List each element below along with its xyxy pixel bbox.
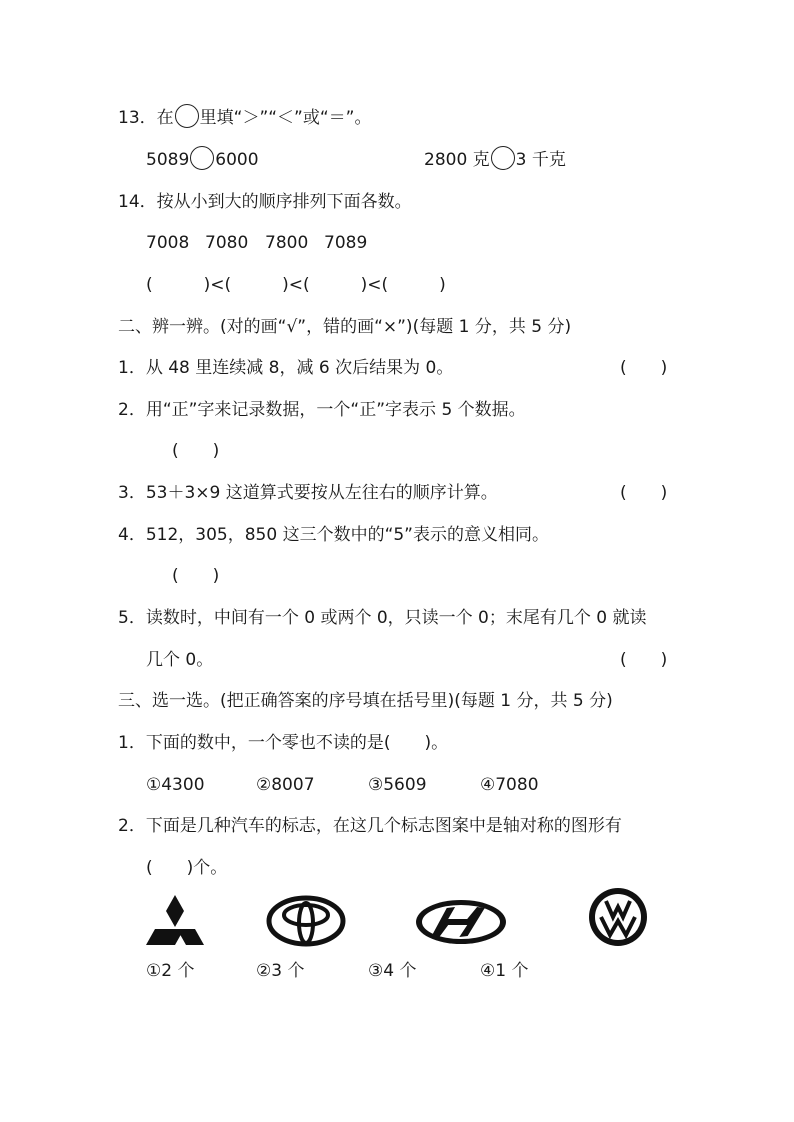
compare-circle[interactable] (491, 146, 515, 170)
s3-q1-option[interactable]: ②8007 (256, 775, 315, 795)
s2-item-5: 5．读数时，中间有一个 0 或两个 0，只读一个 0；末尾有几个 0 就读 (118, 608, 647, 628)
s3-q1: 1．下面的数中，一个零也不读的是( )。 (118, 733, 449, 753)
s2-item-5-cont: 几个 0。 (146, 650, 214, 670)
s3-q1-option[interactable]: ③5609 (368, 775, 427, 795)
q13-prompt (118, 106, 371, 130)
q13-left-b: 6000 (215, 150, 259, 170)
q13-prefix: 13．在 (118, 108, 174, 128)
q14-number: 7080 (205, 233, 249, 253)
toyota-logo (266, 895, 346, 947)
answer-paren[interactable]: ( ) (620, 483, 668, 503)
s3-q2-option[interactable]: ①2 个 (146, 961, 195, 981)
s3-q1-option[interactable]: ①4300 (146, 775, 205, 795)
q13-right-a: 2800 克 (424, 150, 490, 170)
s3-q2: 2．下面是几种汽车的标志，在这几个标志图案中是轴对称的图形有 (118, 816, 622, 836)
q14-prompt: 14．按从小到大的顺序排列下面各数。 (118, 192, 412, 212)
q14-answer-blanks[interactable]: ( )<( )<( )<( ) (146, 275, 446, 295)
q13-suffix: 里填“＞”“＜”或“＝”。 (199, 108, 372, 128)
compare-circle[interactable] (175, 104, 199, 128)
section2-title: 二、辨一辨。(对的画“√”，错的画“×”)(每题 1 分，共 5 分) (118, 317, 572, 337)
q13-right-b: 3 千克 (515, 150, 566, 170)
q13-right-compare (424, 148, 566, 172)
section3-title: 三、选一选。(把正确答案的序号填在括号里)(每题 1 分，共 5 分) (118, 691, 613, 711)
answer-paren[interactable]: ( ) (172, 566, 220, 586)
s2-item-4: 4．512，305，850 这三个数中的“5”表示的意义相同。 (118, 525, 549, 545)
q13-left-a: 5089 (146, 150, 190, 170)
answer-paren[interactable]: ( ) (172, 441, 220, 461)
q14-number: 7800 (265, 233, 309, 253)
volkswagen-logo (588, 887, 648, 947)
mitsubishi-logo (146, 893, 204, 947)
s3-q2-cont: ( )个。 (146, 858, 228, 878)
hyundai-logo (414, 898, 508, 946)
q13-left-compare (146, 148, 259, 172)
answer-paren[interactable]: ( ) (620, 358, 668, 378)
s3-q1-option[interactable]: ④7080 (480, 775, 539, 795)
compare-circle[interactable] (190, 146, 214, 170)
s2-item-2: 2．用“正”字来记录数据，一个“正”字表示 5 个数据。 (118, 400, 526, 420)
s3-q2-option[interactable]: ③4 个 (368, 961, 417, 981)
s2-item-1: 1．从 48 里连续减 8，减 6 次后结果为 0。 (118, 358, 454, 378)
q14-number: 7008 (146, 233, 190, 253)
s3-q2-option[interactable]: ②3 个 (256, 961, 305, 981)
q14-number: 7089 (324, 233, 368, 253)
s2-item-3: 3．53＋3×9 这道算式要按从左往右的顺序计算。 (118, 483, 498, 503)
s3-q2-option[interactable]: ④1 个 (480, 961, 529, 981)
answer-paren[interactable]: ( ) (620, 650, 668, 670)
